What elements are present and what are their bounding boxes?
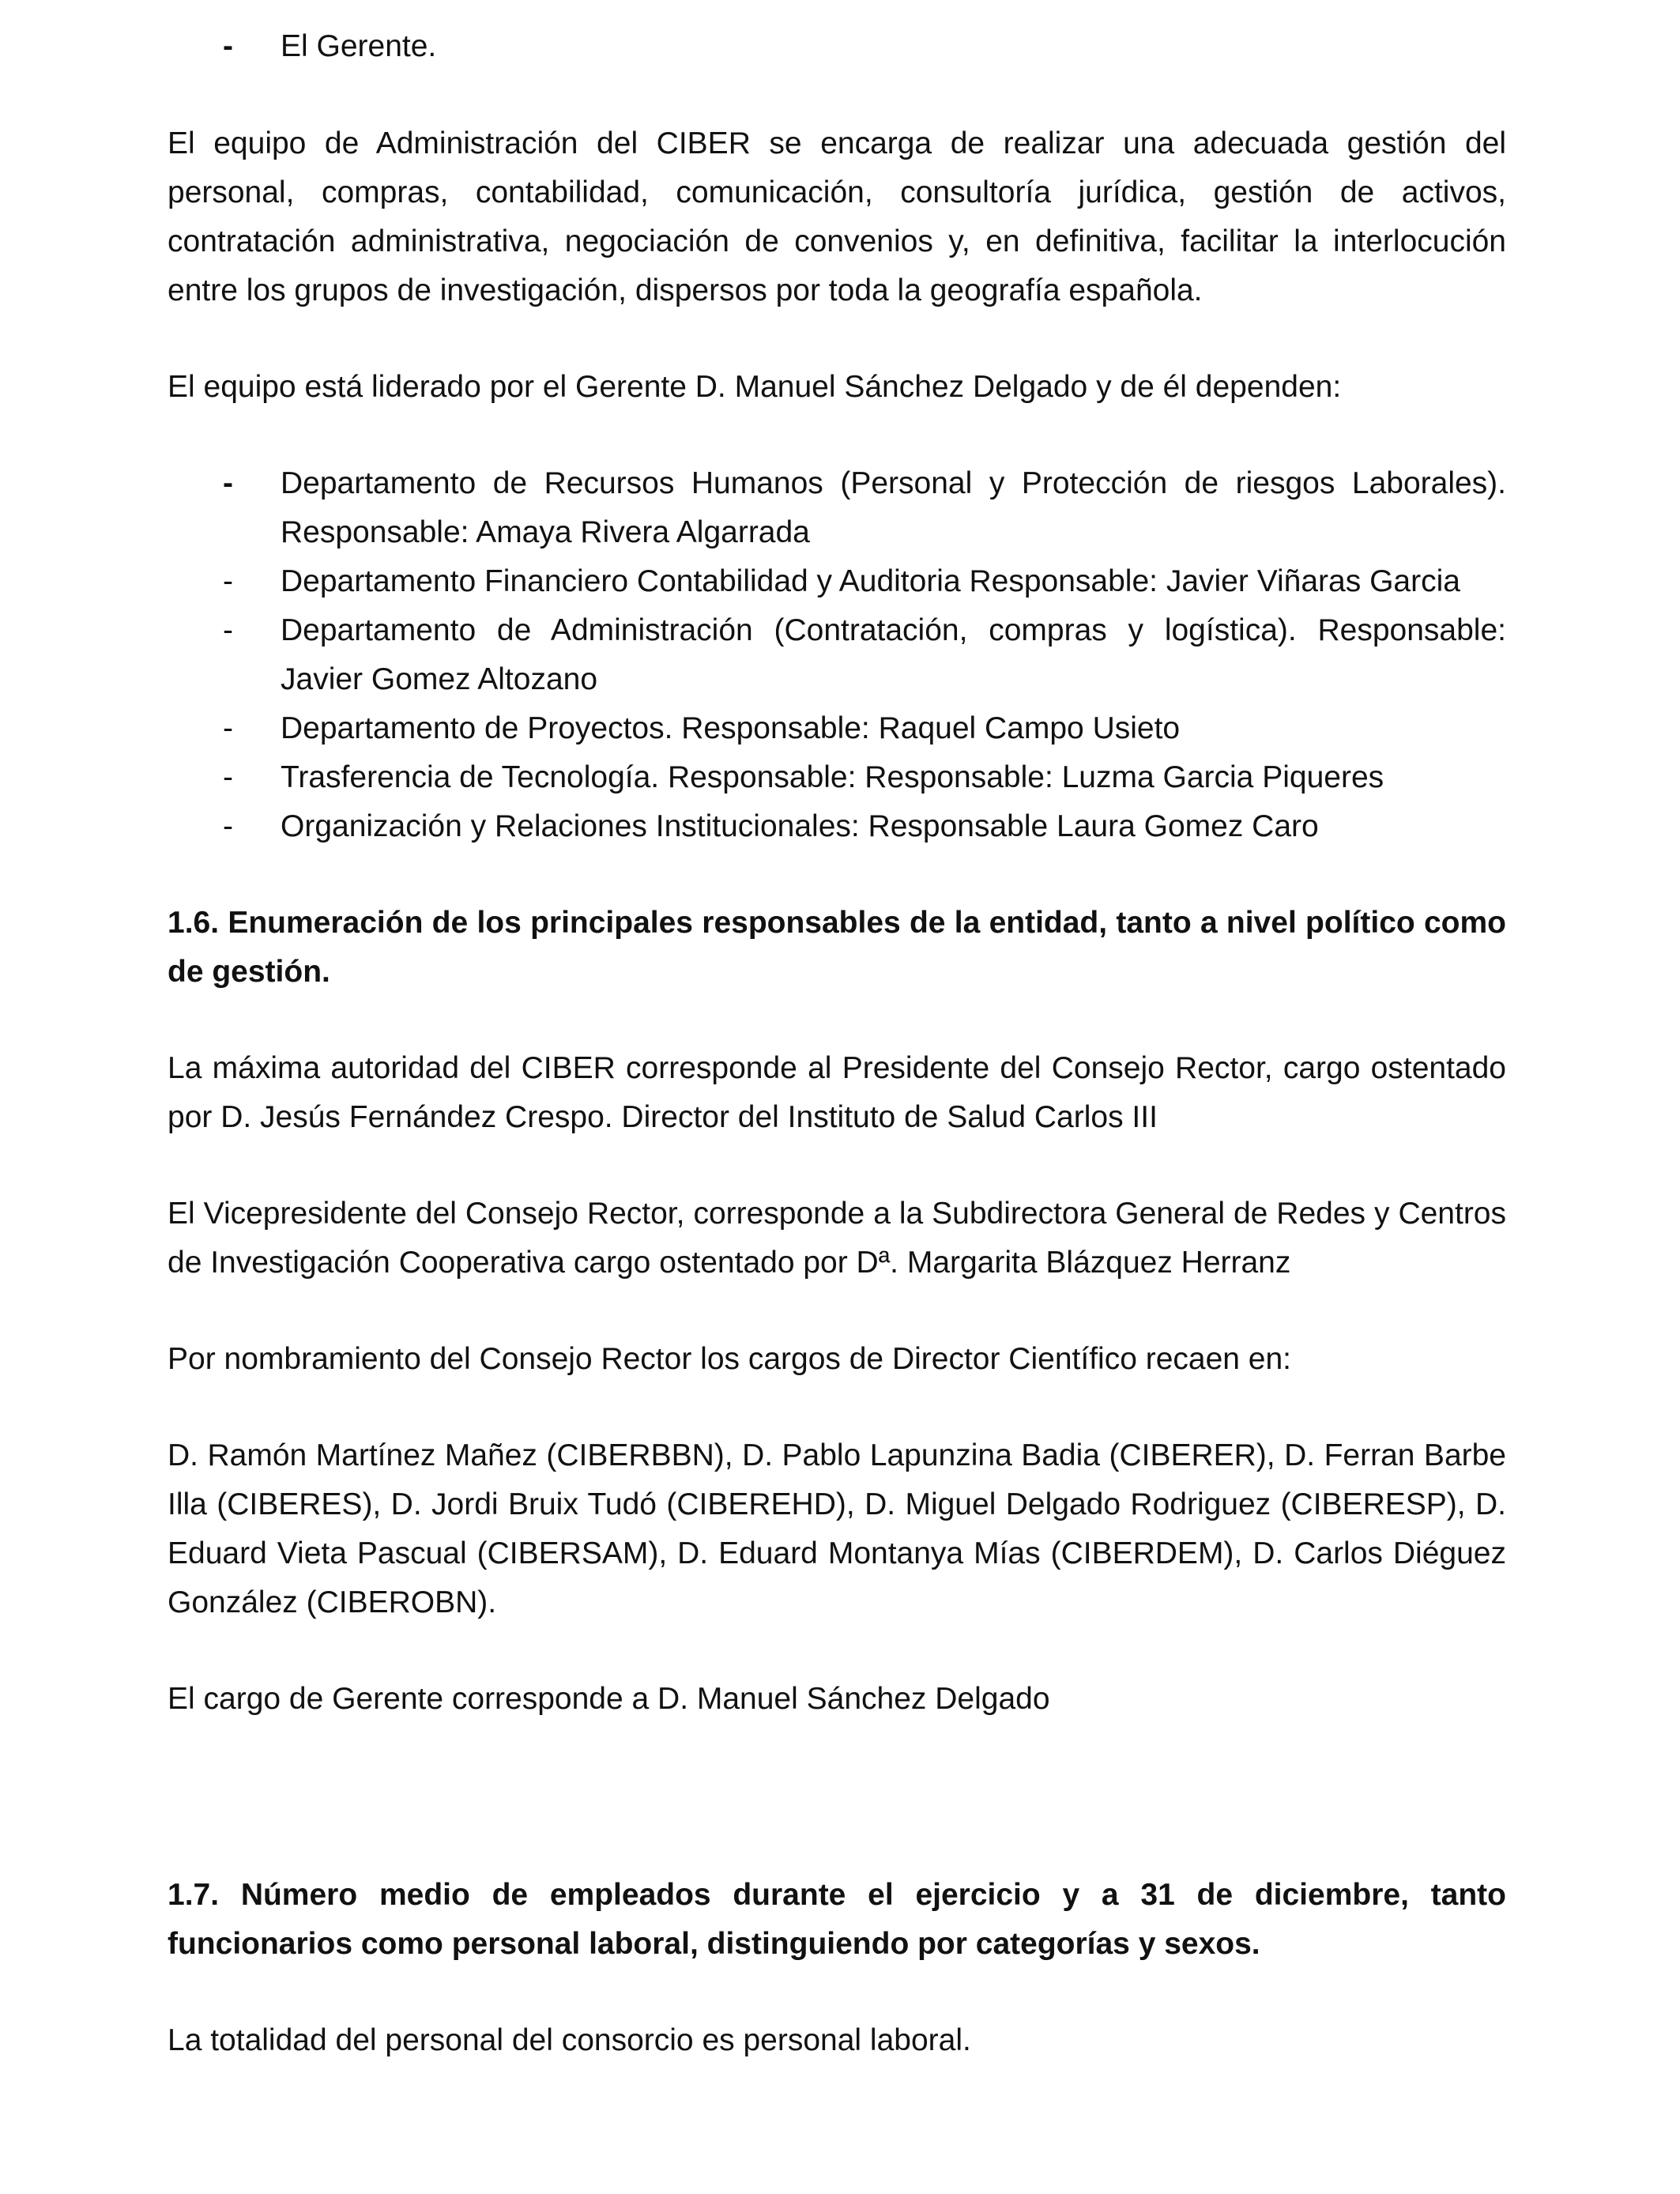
list-dash: - (223, 613, 233, 647)
list-dash: - (223, 760, 233, 794)
department-item (168, 557, 1506, 606)
paragraph-president: La máxima autoridad del CIBER corresponde al Presidente del Consejo Rector, cargo ostentado por D. Jesús Fernández Crespo. Director del Instituto de Salud Carlos III (168, 1051, 1506, 1134)
list-dash: - (223, 29, 233, 63)
paragraph-admin: El equipo de Administración del CIBER se encarga de realizar una adecuada gestión del personal, compras, contabilidad, comunicación, consultoría jurídica, gestión de activos, contratación administrativa, negociación de convenios y, en definitiva, facilitar la interlocución entre los grupos de investigación, dispersos por toda la geografía española. (168, 126, 1506, 307)
paragraph-vicepresident: El Vicepresidente del Consejo Rector, corresponde a la Subdirectora General de Redes y Centros de Investigación Cooperativa cargo ostentado por Dª. Margarita Blázquez Herranz (168, 1197, 1506, 1280)
list-dash: - (223, 466, 233, 500)
department-text: Departamento Financiero Contabilidad y Auditoria Responsable: Javier Viñaras Garcia (281, 564, 1460, 598)
paragraph-staff: La totalidad del personal del consorcio es personal laboral. (168, 2023, 971, 2057)
department-item (168, 753, 1506, 802)
department-item (168, 704, 1506, 753)
department-text: Organización y Relaciones Institucionales: Responsable Laura Gomez Caro (281, 809, 1319, 843)
document-page (168, 22, 1506, 2065)
list-item (168, 22, 1506, 71)
top-list (168, 22, 1506, 71)
departments-list (168, 459, 1506, 851)
department-text: Departamento de Administración (Contratación, compras y logística). Responsable: Javier Gomez Altozano (281, 613, 1506, 696)
department-text: Trasferencia de Tecnología. Responsable: Responsable: Luzma Garcia Piqueres (281, 760, 1384, 794)
paragraph-directors-intro: Por nombramiento del Consejo Rector los cargos de Director Científico recaen en: (168, 1342, 1292, 1376)
department-text: Departamento de Recursos Humanos (Personal y Protección de riesgos Laborales). Responsable: Amaya Rivera Algarrada (281, 466, 1506, 549)
department-item (168, 459, 1506, 557)
list-dash: - (223, 809, 233, 843)
section-1-7-heading: 1.7. Número medio de empleados durante el ejercicio y a 31 de diciembre, tanto funcionarios como personal laboral, distinguiendo por categorías y sexos. (168, 1878, 1506, 1961)
paragraph-manager: El cargo de Gerente corresponde a D. Manuel Sánchez Delgado (168, 1682, 1050, 1716)
paragraph-directors: D. Ramón Martínez Mañez (CIBERBBN), D. Pablo Lapunzina Badia (CIBERER), D. Ferran Barbe Illa (CIBERES), D. Jordi Bruix Tudó (CIBEREHD), D. Miguel Delgado Rodriguez (CIBERESP), D. Eduard Vieta Pascual (CIBERSAM), D. Eduard Montanya Mías (CIBERDEM), D. Carlos Diéguez González (CIBEROBN). (168, 1438, 1506, 1619)
department-item (168, 802, 1506, 851)
list-dash: - (223, 564, 233, 598)
department-item (168, 606, 1506, 704)
paragraph-team: El equipo está liderado por el Gerente D. Manuel Sánchez Delgado y de él dependen: (168, 370, 1342, 404)
list-item-text: El Gerente. (281, 29, 437, 63)
list-dash: - (223, 711, 233, 745)
section-1-6-heading: 1.6. Enumeración de los principales responsables de la entidad, tanto a nivel político como de gestión. (168, 906, 1506, 989)
department-text: Departamento de Proyectos. Responsable: Raquel Campo Usieto (281, 711, 1181, 745)
